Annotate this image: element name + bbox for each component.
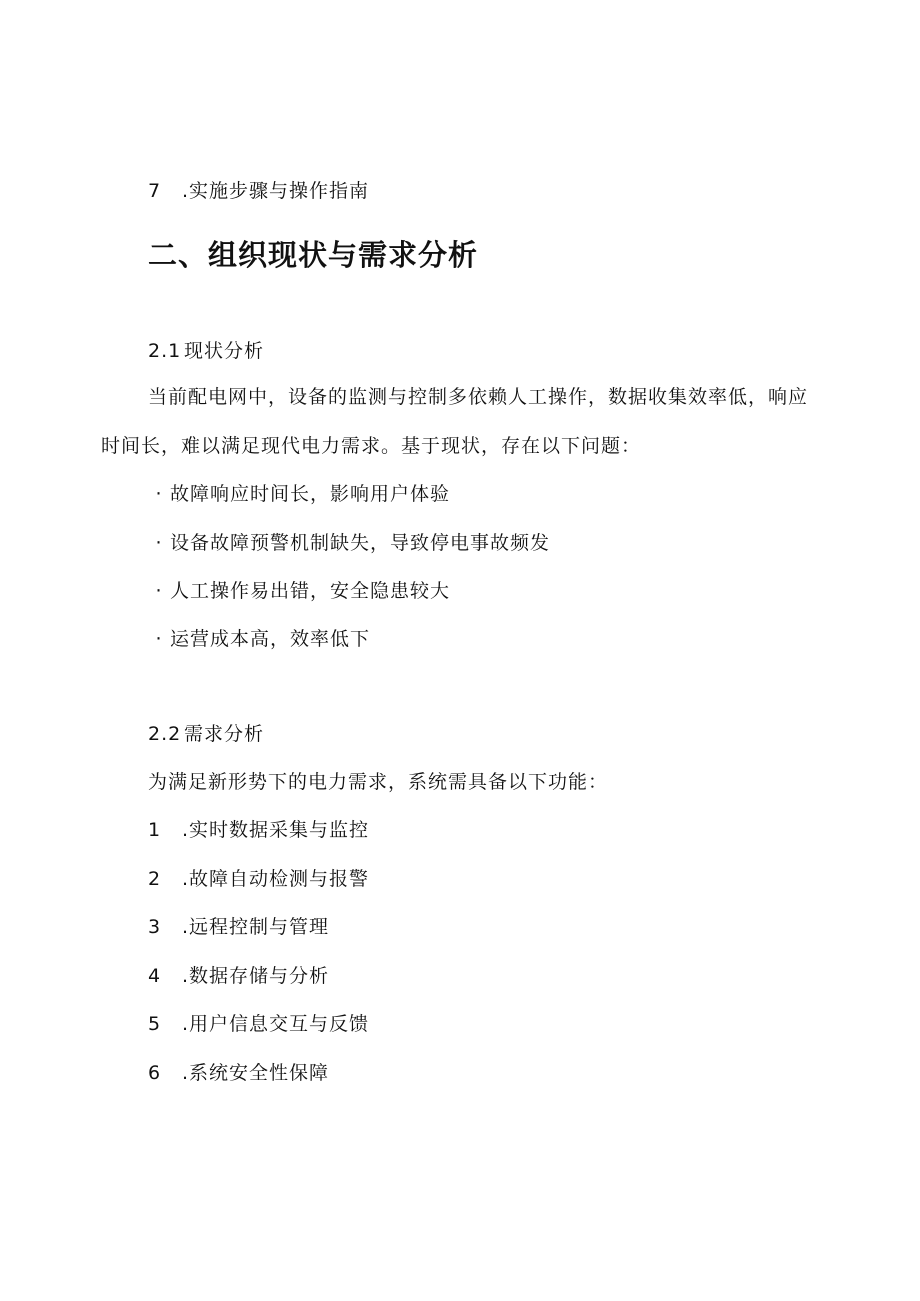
subsection-title: 现状分析: [184, 340, 265, 362]
bullet-text: 设备故障预警机制缺失，导致停电事故频发: [170, 532, 551, 554]
list-item-number: 5: [148, 1013, 162, 1035]
list-item: [148, 1012, 369, 1036]
list-item-text: .用户信息交互与反馈: [182, 1013, 370, 1035]
bullet-dot: ·: [155, 532, 163, 554]
subsection-heading-2-1: [148, 339, 264, 363]
subsection-heading-2-2: [148, 722, 264, 746]
list-item: [148, 964, 329, 988]
bullet-item: [148, 531, 550, 555]
bullet-text: 运营成本高，效率低下: [170, 628, 371, 650]
list-item-number: 4: [148, 965, 162, 987]
list-item: [148, 818, 369, 842]
list-item-text: .系统安全性保障: [182, 1062, 330, 1084]
list-item: [148, 179, 369, 203]
subsection-number: 2.2: [148, 723, 182, 745]
subsection-title: 需求分析: [184, 723, 265, 745]
bullet-dot: ·: [155, 628, 163, 650]
paragraph-line: 为满足新形势下的电力需求，系统需具备以下功能：: [148, 771, 609, 793]
section-heading: 二、组织现状与需求分析: [148, 238, 479, 272]
list-item: [148, 1061, 329, 1085]
list-item: [148, 867, 369, 891]
list-item-text: .实施步骤与操作指南: [182, 180, 370, 202]
list-item-text: .远程控制与管理: [182, 916, 330, 938]
bullet-item: [148, 579, 450, 603]
paragraph-line: 当前配电网中，设备的监测与控制多依赖人工操作，数据收集效率低，响应: [148, 386, 809, 408]
list-item: [148, 915, 329, 939]
paragraph-line: 时间长，难以满足现代电力需求。基于现状，存在以下问题：: [101, 435, 642, 457]
subsection-number: 2.1: [148, 340, 182, 362]
list-item-text: .实时数据采集与监控: [182, 819, 370, 841]
list-item-number: 3: [148, 916, 162, 938]
list-item-number: 2: [148, 868, 162, 890]
list-item-text: .数据存储与分析: [182, 965, 330, 987]
bullet-text: 人工操作易出错，安全隐患较大: [170, 580, 451, 602]
list-item-number: 7: [148, 180, 162, 202]
bullet-dot: ·: [155, 580, 163, 602]
bullet-dot: ·: [155, 483, 163, 505]
bullet-item: [148, 627, 370, 651]
bullet-item: [148, 482, 450, 506]
list-item-number: 1: [148, 819, 162, 841]
bullet-text: 故障响应时间长，影响用户体验: [170, 483, 451, 505]
list-item-number: 6: [148, 1062, 162, 1084]
list-item-text: .故障自动检测与报警: [182, 868, 370, 890]
